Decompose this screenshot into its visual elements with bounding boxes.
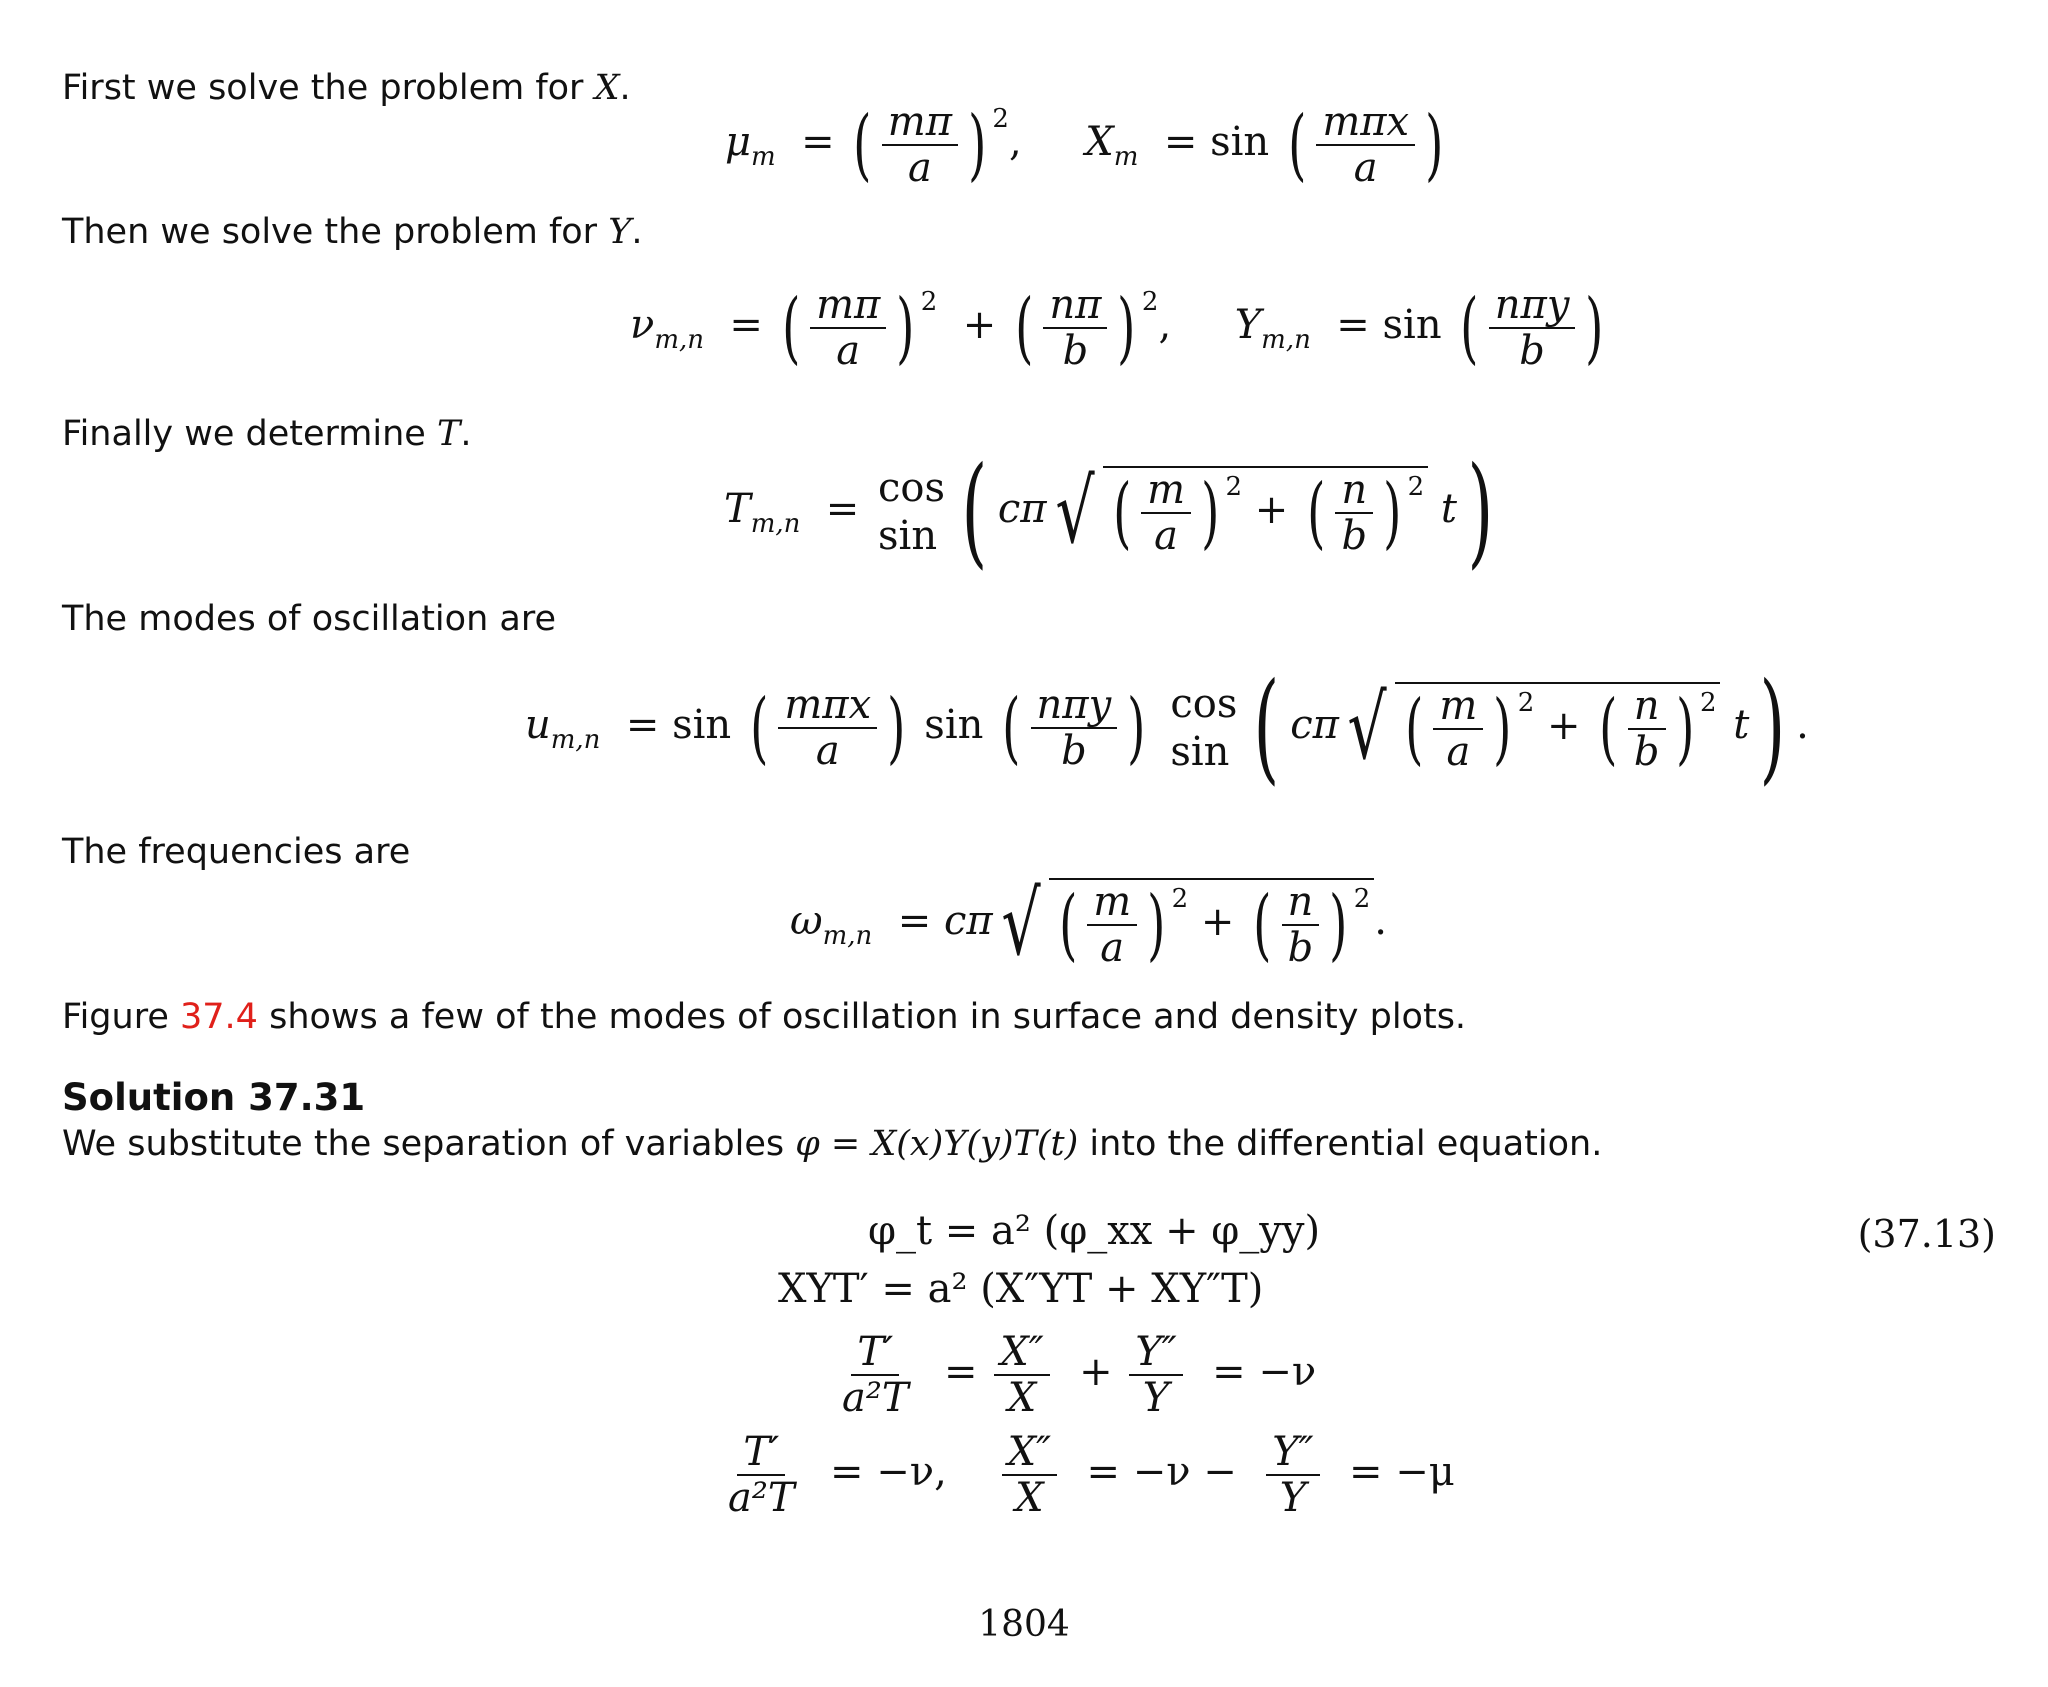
- equation-line-4: $\frac{T'}{\text{a²T}}$ = −ν, $\frac{X''}{X}$ = −ν − $\frac{Y''}{Y}$ = −μ: [728, 1429, 1455, 1521]
- equation-number: (37.13): [1857, 1212, 1996, 1256]
- equation-line-2: XYT′ = a² (X″YT + XY″T): [778, 1266, 1264, 1312]
- solution-heading: Solution 37.31: [62, 1076, 366, 1119]
- equation-nu-y: $\nu_{m,n}$ = ( $\frac{m\pi}{a}$ ) $^2$ + ( $\frac{n\pi}{b}$ ) $^2$, $Y_{m,n} = \sin$ ( $\frac{\text{nπy}}{b}$ ): [630, 282, 1604, 374]
- paragraph-frequencies: The frequencies are: [62, 832, 411, 872]
- equation-line-3: $\frac{T'}{\text{a²T}}$ = $\frac{X''}{X}$ + $\frac{Y''}{Y}$ = −ν: [842, 1329, 1317, 1421]
- equation-mu-x: $\mu_m$ = ( $\frac{m\pi}{a}$ ) $^2$, $X_m = \sin$ ( $\frac{\text{mπx}}{a}$ ): [725, 99, 1444, 191]
- equation-modes-u: $u_{m,n} = \sin$ ( $\frac{\text{mπx}}{a}$ ) sin ( $\frac{\text{nπy}}{b}$ ) cos sin ( cπ√ ( $\frac{m}{a}$ ) $^2$ + ( $\frac{n}{b}$ ) $^2$ t) .: [525, 658, 1809, 797]
- paragraph-separation: We substitute the separation of variables φ = X(x)Y(y)T(t) into the differential equation.: [62, 1124, 1603, 1164]
- paragraph-solve-y: Then we solve the problem for Y.: [62, 212, 643, 252]
- equation-t: $T_{m,n}$ = cos sin ( cπ√ ( $\frac{m}{a}$ ) $^2$ + ( $\frac{n}{b}$ ) $^2$ t): [724, 442, 1494, 581]
- equation-omega: $\omega_{m,n} = c\pi√$ ( $\frac{m}{a}$ ) $^2$ + ( $\frac{n}{b}$ ) $^2$ .: [790, 872, 1387, 975]
- equation-line-1: φ_t = a² (φ_xx + φ_yy): [868, 1208, 1321, 1254]
- paragraph-determine-t: Finally we determine T.: [62, 414, 472, 454]
- paragraph-solve-x: First we solve the problem for X.: [62, 68, 631, 108]
- page-number: 1804: [978, 1604, 1070, 1645]
- paragraph-figure-ref: Figure 37.4 shows a few of the modes of oscillation in surface and density plots.: [62, 997, 1467, 1037]
- figure-link[interactable]: 37.4: [180, 997, 258, 1037]
- paragraph-modes: The modes of oscillation are: [62, 599, 556, 639]
